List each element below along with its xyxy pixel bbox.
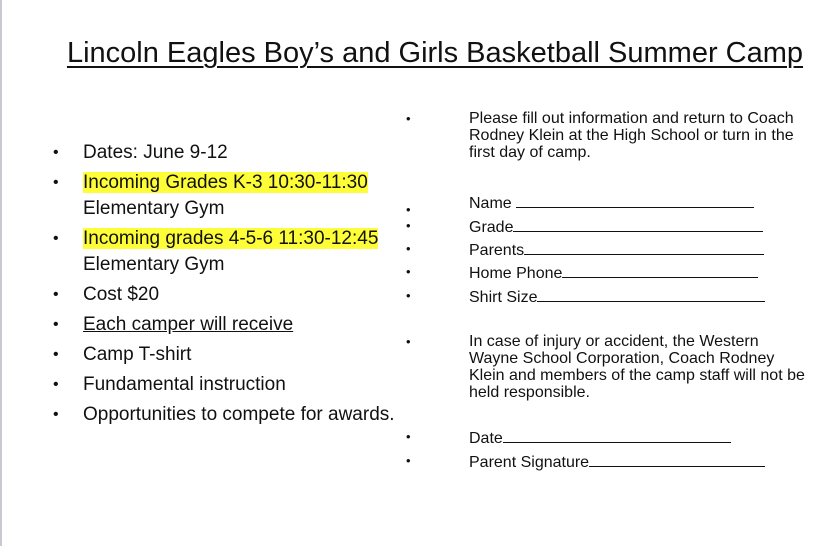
camp-details-list [40, 140, 400, 432]
bullet-icon: • [53, 144, 59, 161]
list-item-awards [40, 402, 400, 428]
list-item-dates [40, 140, 400, 166]
bullet-icon: • [406, 288, 411, 303]
shirt-size-blank[interactable] [537, 287, 765, 302]
home-phone-label: Home Phone [469, 265, 563, 282]
bullet-icon: • [53, 406, 59, 423]
bullet-icon: • [406, 218, 411, 233]
bullet-icon: • [406, 264, 411, 279]
list-item-tshirt [40, 342, 400, 368]
location-text: Elementary Gym [83, 198, 225, 219]
bullet-icon: • [53, 376, 59, 393]
list-item-instruction [40, 372, 400, 398]
date-blank[interactable] [503, 428, 731, 443]
list-item-receive [40, 312, 400, 338]
bullet-icon: • [53, 174, 59, 191]
cost-text: Cost $20 [83, 284, 160, 305]
instruction-text: Fundamental instruction [83, 374, 286, 395]
receive-heading: Each camper will receive [83, 314, 294, 335]
signature-label: Parent Signature [469, 454, 590, 471]
bullet-icon: • [406, 241, 411, 256]
list-item-grades-456 [40, 226, 400, 278]
home-phone-blank[interactable] [562, 263, 758, 278]
intro-text: Please fill out information and return to Coach Rodney Klein at the High School or turn in the first day of camp. [469, 110, 794, 161]
dates-text: Dates: June 9-12 [83, 142, 228, 163]
bullet-icon: • [406, 334, 411, 349]
highlighted-grades-k3: Incoming Grades K-3 10:30-11:30 [83, 172, 368, 193]
page-title: Lincoln Eagles Boy’s and Girls Basketball Summer Camp [66, 37, 804, 69]
disclaimer-text: In case of injury or accident, the Western Wayne School Corporation, Coach Rodney Klein and members of the camp staff will not be held responsible. [469, 333, 805, 401]
tshirt-text: Camp T-shirt [83, 344, 192, 365]
bullet-icon: • [406, 202, 411, 217]
date-label: Date [469, 430, 503, 447]
parents-blank[interactable] [524, 240, 764, 255]
list-item-grades-k3 [40, 170, 400, 222]
parents-label: Parents [469, 242, 525, 259]
highlighted-grades-456: Incoming grades 4-5-6 11:30-12:45 [83, 228, 379, 249]
bullet-icon: • [53, 286, 59, 303]
name-label: Name [469, 195, 512, 212]
grade-label: Grade [469, 219, 514, 236]
shirt-size-label: Shirt Size [469, 289, 538, 306]
bullet-icon: • [406, 429, 411, 444]
bullet-icon: • [53, 316, 59, 333]
location-text: Elementary Gym [83, 254, 225, 275]
bullet-icon: • [53, 230, 59, 247]
bullet-icon: • [53, 346, 59, 363]
bullet-icon: • [406, 453, 411, 468]
awards-text: Opportunities to compete for awards. [83, 404, 395, 425]
bullet-icon: • [406, 111, 411, 126]
list-item-cost [40, 282, 400, 308]
left-border [0, 0, 2, 546]
grade-blank[interactable] [513, 217, 763, 232]
name-blank[interactable] [516, 193, 754, 208]
signature-blank[interactable] [589, 452, 765, 467]
